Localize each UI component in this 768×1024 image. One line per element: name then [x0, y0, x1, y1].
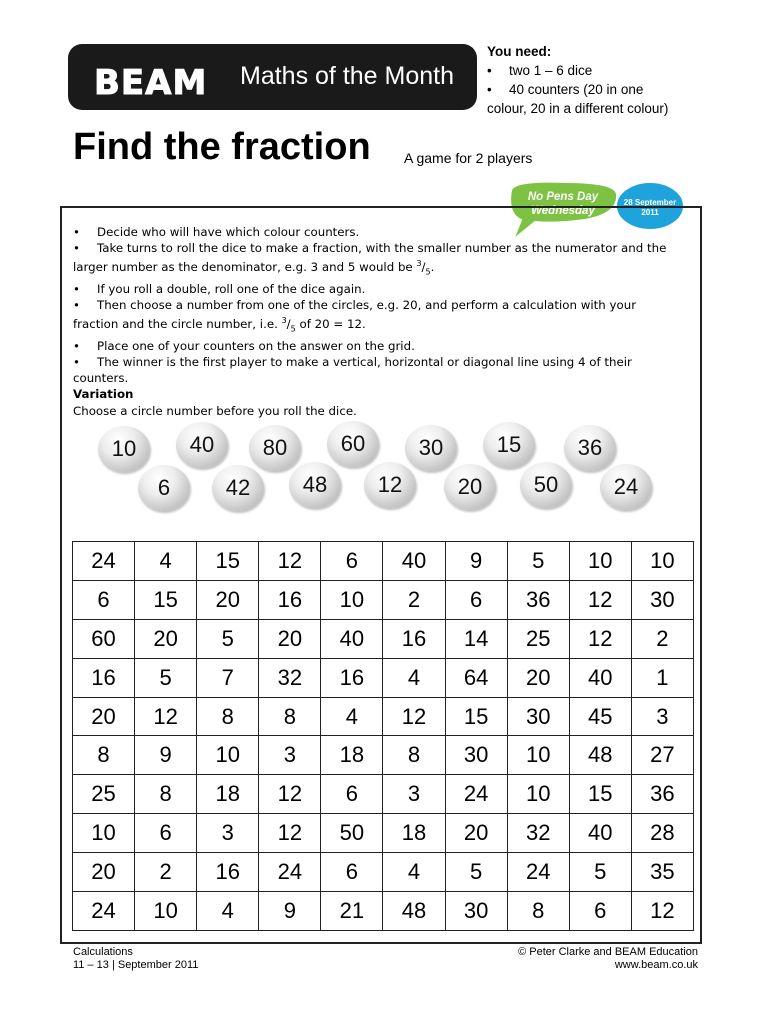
grid-cell: 28	[631, 814, 693, 853]
instruction-line	[73, 281, 683, 297]
grid-cell: 40	[569, 658, 631, 697]
you-need-heading: You need:	[487, 44, 552, 59]
grid-cell: 24	[507, 853, 569, 892]
bullet: •	[73, 298, 80, 313]
grid-cell: 16	[197, 853, 259, 892]
grid-cell: 25	[507, 619, 569, 658]
grid-cell: 21	[321, 892, 383, 931]
instruction-text: fraction and the circle number, i.e.	[73, 317, 278, 332]
grid-cell: 5	[507, 542, 569, 581]
grid-cell: 24	[73, 542, 135, 581]
grid-cell: 36	[507, 580, 569, 619]
fraction-numerator: 3	[416, 259, 422, 269]
grid-cell: 20	[73, 853, 135, 892]
instruction-text: of 20 = 12.	[299, 317, 366, 332]
grid-cell: 5	[569, 853, 631, 892]
grid-cell: 40	[321, 619, 383, 658]
grid-row	[73, 542, 694, 581]
grid-cell: 60	[73, 619, 135, 658]
instruction-text: counters.	[73, 371, 129, 386]
number-circle: 48	[289, 462, 341, 508]
number-grid	[72, 541, 694, 931]
grid-cell: 6	[569, 892, 631, 931]
grid-cell: 3	[383, 775, 445, 814]
grid-cell: 2	[631, 619, 693, 658]
instruction-line	[73, 297, 683, 313]
badge-line2: Wednesday	[531, 205, 595, 217]
grid-cell: 4	[197, 892, 259, 931]
grid-cell: 6	[321, 853, 383, 892]
grid-row	[73, 619, 694, 658]
grid-cell: 20	[507, 658, 569, 697]
grid-cell: 1	[631, 658, 693, 697]
grid-cell: 6	[445, 580, 507, 619]
grid-cell: 32	[259, 658, 321, 697]
number-circle: 12	[364, 462, 416, 508]
number-circle: 36	[564, 425, 616, 471]
instruction-line	[73, 338, 683, 354]
grid-cell: 18	[383, 814, 445, 853]
grid-cell: 5	[135, 658, 197, 697]
grid-cell: 15	[197, 542, 259, 581]
grid-cell: 3	[631, 697, 693, 736]
grid-cell: 36	[631, 775, 693, 814]
grid-cell: 4	[383, 658, 445, 697]
grid-cell: 5	[445, 853, 507, 892]
footer-website: www.beam.co.uk	[614, 959, 698, 971]
instruction-text: .	[430, 260, 435, 275]
grid-cell: 10	[321, 580, 383, 619]
bullet: •	[73, 281, 80, 296]
grid-cell: 20	[445, 814, 507, 853]
instruction-text: Then choose a number from one of the circles, e.g. 20, and perform a calculation with your	[97, 298, 637, 313]
instruction-text: If you roll a double, roll one of the dice again.	[97, 281, 366, 296]
instruction-text: Take turns to roll the dice to make a fraction, with the smaller number as the numerator and the	[97, 241, 667, 256]
grid-cell: 20	[73, 697, 135, 736]
number-circle: 15	[483, 422, 535, 468]
grid-cell: 16	[321, 658, 383, 697]
footer-copyright: © Peter Clarke and BEAM Education	[518, 946, 698, 958]
grid-row	[73, 736, 694, 775]
grid-cell: 8	[383, 736, 445, 775]
grid-cell: 6	[321, 775, 383, 814]
grid-cell: 12	[259, 814, 321, 853]
number-circle: 80	[249, 425, 301, 471]
number-circle: 60	[327, 421, 379, 467]
grid-cell: 5	[197, 619, 259, 658]
grid-cell: 10	[135, 892, 197, 931]
grid-row	[73, 658, 694, 697]
footer-left	[73, 946, 198, 972]
grid-cell: 2	[383, 580, 445, 619]
you-need-counters: 40 counters (20 in one	[509, 82, 644, 97]
grid-cell: 10	[73, 814, 135, 853]
grid-cell: 24	[73, 892, 135, 931]
grid-cell: 10	[631, 542, 693, 581]
grid-cell: 4	[135, 542, 197, 581]
instruction-line	[73, 224, 683, 240]
number-circle: 6	[138, 465, 190, 511]
grid-cell: 30	[631, 580, 693, 619]
instruction-line	[73, 354, 683, 370]
you-need-item	[487, 80, 757, 99]
number-circle: 10	[98, 426, 150, 472]
grid-cell: 35	[631, 853, 693, 892]
grid-cell: 30	[445, 892, 507, 931]
bullet: •	[487, 63, 492, 78]
beam-logo	[92, 59, 222, 103]
grid-cell: 32	[507, 814, 569, 853]
badge-date2: 2011	[641, 208, 659, 217]
grid-cell: 25	[73, 775, 135, 814]
you-need-dice: two 1 – 6 dice	[509, 63, 593, 78]
grid-cell: 12	[135, 697, 197, 736]
footer-issue: 11 – 13 | September 2011	[73, 959, 199, 971]
you-need-item	[487, 61, 757, 80]
grid-cell: 48	[383, 892, 445, 931]
grid-cell: 10	[569, 542, 631, 581]
number-circle: 20	[444, 464, 496, 510]
footer-right	[518, 946, 698, 972]
instruction-line: larger number as the denominator, e.g. 3 and 5 would be $^3/_5$.	[73, 259, 435, 277]
grid-cell: 27	[631, 736, 693, 775]
grid-cell: 10	[197, 736, 259, 775]
grid-cell: 8	[73, 736, 135, 775]
grid-cell: 16	[259, 580, 321, 619]
grid-cell: 20	[259, 619, 321, 658]
instruction-line	[73, 370, 683, 386]
grid-cell: 24	[445, 775, 507, 814]
grid-cell: 8	[259, 697, 321, 736]
grid-cell: 4	[321, 697, 383, 736]
you-need-counters-cont: colour, 20 in a different colour)	[487, 101, 669, 116]
fraction-denominator: 5	[425, 267, 431, 277]
grid-cell: 64	[445, 658, 507, 697]
grid-cell: 20	[197, 580, 259, 619]
page-title: Find the fraction	[73, 126, 371, 168]
grid-cell: 8	[135, 775, 197, 814]
number-circle: 30	[405, 425, 457, 471]
grid-cell: 3	[259, 736, 321, 775]
bullet: •	[73, 225, 80, 239]
page-subtitle: A game for 2 players	[404, 150, 533, 166]
grid-cell: 24	[259, 853, 321, 892]
grid-cell: 6	[73, 580, 135, 619]
grid-cell: 8	[197, 697, 259, 736]
grid-cell: 15	[445, 697, 507, 736]
grid-cell: 20	[135, 619, 197, 658]
fraction-denominator: 5	[290, 324, 296, 334]
grid-cell: 6	[321, 542, 383, 581]
number-circle: 50	[520, 462, 572, 508]
grid-cell: 48	[569, 736, 631, 775]
grid-cell: 40	[569, 814, 631, 853]
grid-cell: 16	[73, 658, 135, 697]
grid-cell: 9	[259, 892, 321, 931]
grid-cell: 45	[569, 697, 631, 736]
number-circle: 42	[212, 465, 264, 511]
grid-cell: 9	[445, 542, 507, 581]
footer-category: Calculations	[73, 946, 133, 958]
grid-cell: 40	[383, 542, 445, 581]
grid-cell: 3	[197, 814, 259, 853]
instruction-line	[73, 240, 683, 256]
grid-cell: 6	[135, 814, 197, 853]
grid-row	[73, 697, 694, 736]
logo-text: BEAM	[94, 63, 208, 103]
instruction-text: Decide who will have which colour counters.	[97, 225, 360, 239]
grid-cell: 4	[383, 853, 445, 892]
fraction-numerator: 3	[281, 316, 287, 326]
instruction-line: fraction and the circle number, i.e. $^3/_5$ of 20 = 12.	[73, 316, 366, 334]
bullet: •	[73, 338, 80, 353]
grid-cell: 12	[631, 892, 693, 931]
grid-cell: 7	[197, 658, 259, 697]
grid-cell: 14	[445, 619, 507, 658]
you-need-box	[487, 42, 757, 118]
grid-cell: 15	[135, 580, 197, 619]
grid-cell: 30	[507, 697, 569, 736]
grid-cell: 8	[507, 892, 569, 931]
number-circle: 24	[600, 464, 652, 510]
bullet: •	[73, 241, 80, 256]
grid-row	[73, 580, 694, 619]
bullet: •	[487, 82, 492, 97]
grid-cell: 12	[569, 619, 631, 658]
badge-line1: No Pens Day	[527, 191, 599, 203]
grid-cell: 15	[569, 775, 631, 814]
grid-cell: 18	[321, 736, 383, 775]
grid-cell: 30	[445, 736, 507, 775]
grid-cell: 2	[135, 853, 197, 892]
grid-cell: 18	[197, 775, 259, 814]
grid-row	[73, 853, 694, 892]
grid-row	[73, 892, 694, 931]
instruction-text: larger number as the denominator, e.g. 3 and 5 would be	[73, 260, 413, 275]
grid-row	[73, 775, 694, 814]
grid-cell: 12	[259, 542, 321, 581]
grid-cell: 10	[507, 736, 569, 775]
grid-cell: 9	[135, 736, 197, 775]
grid-cell: 12	[383, 697, 445, 736]
instruction-text: The winner is the first player to make a vertical, horizontal or diagonal line using 4 of their	[97, 354, 632, 369]
variation-text: Choose a circle number before you roll the dice.	[73, 403, 357, 418]
instructions	[73, 224, 683, 419]
banner-title: Maths of the Month	[240, 62, 455, 90]
badge-date1: 28 September	[623, 198, 677, 207]
grid-row	[73, 814, 694, 853]
variation-heading: Variation	[73, 387, 134, 402]
grid-cell: 12	[569, 580, 631, 619]
grid-cell: 16	[383, 619, 445, 658]
number-circle: 40	[176, 422, 228, 468]
bullet: •	[73, 354, 80, 369]
instruction-text: Place one of your counters on the answer on the grid.	[97, 338, 415, 353]
grid-cell: 12	[259, 775, 321, 814]
grid-cell: 10	[507, 775, 569, 814]
grid-cell: 50	[321, 814, 383, 853]
